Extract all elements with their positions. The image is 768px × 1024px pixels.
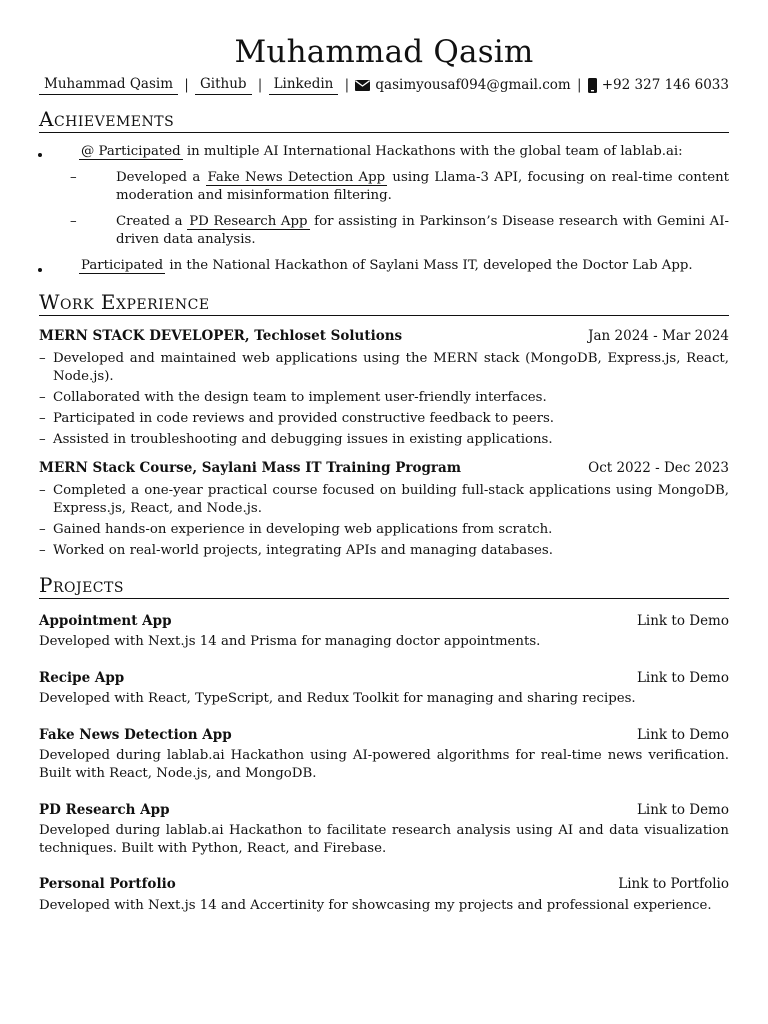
sub-text: Created a xyxy=(116,214,188,229)
project-description: Developed with Next.js 14 and Accertinity for showcasing my projects and professional experience. xyxy=(39,898,712,913)
project-header xyxy=(39,612,729,630)
separator: | xyxy=(576,77,582,93)
sub-text: Developed a xyxy=(116,170,206,185)
participated-link-2[interactable]: Participated xyxy=(81,258,164,273)
list-item xyxy=(39,350,729,386)
job-duties-list xyxy=(39,482,729,563)
duty-text: Developed and maintained web applications using the MERN stack (MongoDB, Express.js, React, Node.js). xyxy=(53,351,729,384)
project-name: Fake News Detection App xyxy=(39,727,232,743)
list-item xyxy=(39,521,729,539)
demo-link[interactable]: Link to Demo xyxy=(636,670,729,686)
participated-link[interactable]: @ Participated xyxy=(81,144,181,159)
project-name: Recipe App xyxy=(39,670,125,686)
projects-heading: Projects xyxy=(39,573,729,599)
list-item xyxy=(39,431,729,449)
duty-text: Worked on real-world projects, integrating APIs and managing databases. xyxy=(53,543,553,558)
project-name: Personal Portfolio xyxy=(39,876,176,892)
dash-marker: – xyxy=(39,522,46,537)
achievement-sub-2 xyxy=(116,213,729,249)
project-description: Developed with React, TypeScript, and Redux Toolkit for managing and sharing recipes. xyxy=(39,691,636,706)
envelope-icon xyxy=(355,80,370,91)
project-description: Developed with Next.js 14 and Prisma for managing doctor appointments. xyxy=(39,634,541,649)
contact-bar xyxy=(39,75,729,95)
email-item[interactable] xyxy=(355,76,570,94)
dash-marker: – xyxy=(39,483,46,498)
job-dates: Oct 2022 - Dec 2023 xyxy=(588,460,729,476)
github-link[interactable]: Github xyxy=(195,75,252,95)
project-header xyxy=(39,726,729,744)
job-title: MERN Stack Course, Saylani Mass IT Training Program xyxy=(39,460,462,476)
linkedin-link[interactable]: Linkedin xyxy=(269,75,339,95)
demo-link[interactable]: Link to Demo xyxy=(636,802,729,818)
list-item xyxy=(39,542,729,560)
dash-marker: – xyxy=(39,411,46,426)
pd-research-link[interactable]: PD Research App xyxy=(189,214,308,229)
demo-link[interactable]: Link to Demo xyxy=(636,727,729,743)
achievement-text: in multiple AI International Hackathons with the global team of lablab.ai: xyxy=(182,144,683,159)
bullet-dot xyxy=(38,153,42,157)
dash-marker: – xyxy=(39,351,46,366)
dash-marker: – xyxy=(70,214,77,229)
resume-name: Muhammad Qasim xyxy=(234,34,534,70)
achievement-sub-1 xyxy=(116,169,729,205)
achievement-text: in the National Hackathon of Saylani Mass IT, developed the Doctor Lab App. xyxy=(165,258,693,273)
list-item xyxy=(39,410,729,428)
phone-text[interactable]: +92 327 146 6033 xyxy=(601,77,729,93)
list-item xyxy=(39,482,729,518)
separator: | xyxy=(184,77,189,93)
email-text[interactable]: qasimyousaf094@gmail.com xyxy=(375,77,571,93)
duty-text: Collaborated with the design team to implement user-friendly interfaces. xyxy=(53,390,547,405)
dash-marker: – xyxy=(39,543,46,558)
demo-link[interactable]: Link to Demo xyxy=(636,613,729,629)
sub-text: using Llama-3 API, focusing on real-time content moderation and misinformation filtering. xyxy=(116,170,729,203)
achievement-item-1 xyxy=(79,143,729,161)
dash-marker: – xyxy=(70,170,77,185)
duty-text: Assisted in troubleshooting and debugging issues in existing applications. xyxy=(53,432,553,447)
project-header xyxy=(39,669,729,687)
project-description: Developed during lablab.ai Hackathon using AI-powered algorithms for real-time news verification. Built with React, Node.js, and MongoDB. xyxy=(39,748,729,781)
achievements-heading: Achievements xyxy=(39,107,729,133)
portfolio-link[interactable]: Link to Portfolio xyxy=(618,876,729,892)
duty-text: Gained hands-on experience in developing web applications from scratch. xyxy=(53,522,553,537)
phone-item[interactable] xyxy=(588,76,729,94)
job-title: MERN STACK DEVELOPER, Techloset Solutions xyxy=(39,328,403,344)
duty-text: Completed a one-year practical course focused on building full-stack applications using MongoDB, Express.js, React, and Node.js. xyxy=(53,483,729,516)
project-header xyxy=(39,875,729,893)
name-link[interactable]: Muhammad Qasim xyxy=(39,75,178,95)
sub-text: for assisting in Parkinson’s Disease research with Gemini AI-driven data analysis. xyxy=(116,214,729,247)
fake-news-link[interactable]: Fake News Detection App xyxy=(207,170,386,185)
job-header xyxy=(39,327,729,345)
mobile-phone-icon xyxy=(588,78,597,93)
work-experience-heading: Work Experience xyxy=(39,290,729,316)
separator: | xyxy=(257,77,263,93)
project-header xyxy=(39,801,729,819)
list-item xyxy=(39,389,729,407)
job-dates: Jan 2024 - Mar 2024 xyxy=(588,328,729,344)
project-description: Developed during lablab.ai Hackathon to facilitate research analysis using AI and data visualization techniques. Built with Python, React, and Firebase. xyxy=(39,823,729,856)
dash-marker: – xyxy=(39,390,46,405)
project-name: PD Research App xyxy=(39,802,170,818)
bullet-dot xyxy=(38,268,42,272)
job-header xyxy=(39,459,729,477)
project-name: Appointment App xyxy=(39,613,172,629)
achievement-item-2 xyxy=(79,257,729,275)
separator: | xyxy=(344,77,350,93)
dash-marker: – xyxy=(39,432,46,447)
job-duties-list xyxy=(39,350,729,452)
duty-text: Participated in code reviews and provided constructive feedback to peers. xyxy=(53,411,555,426)
